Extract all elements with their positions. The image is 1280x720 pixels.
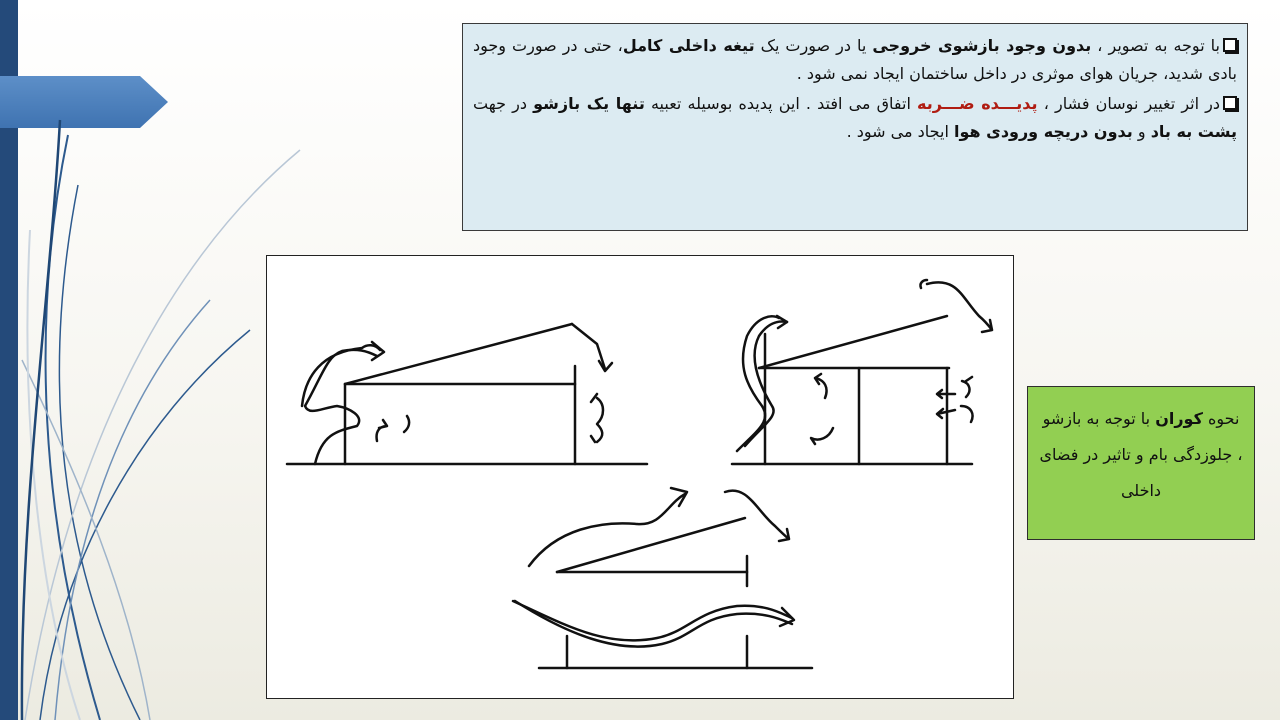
text-run: در جهت [473, 94, 534, 113]
text-run: یا در صورت یک [754, 36, 873, 55]
explanation-text-box [462, 23, 1248, 231]
bold-run: بدون دریچه ورودی هوا [953, 122, 1133, 141]
text-run: اتفاق می افتد . این پدیده بوسیله تعبیه [644, 94, 918, 113]
text-run: نحوه [1202, 409, 1240, 428]
text-run: ، حتی در صورت وجود بادی شدید، جریان هوای موثری در داخل ساختمان ایجاد نمی شود . [473, 36, 1237, 83]
paragraph-2 [473, 90, 1237, 146]
red-emphasis-run: پدیـــده ضـــربه [917, 94, 1038, 113]
checkbox-bullet-icon [1223, 38, 1237, 52]
bold-run: تیغه داخلی کامل [622, 36, 755, 55]
bold-run: پشت به باد [1150, 122, 1237, 141]
paragraph-1 [473, 32, 1237, 88]
text-run: و [1132, 122, 1151, 141]
text-run: در اثر تغییر نوسان فشار ، [1037, 94, 1221, 113]
text-run: با توجه به بازشو ، جلوزدگی بام و تاثیر در فضای داخلی [1039, 409, 1243, 500]
airflow-diagram [266, 255, 1014, 699]
bold-run: بدون وجود بازشوی خروجی [872, 36, 1092, 55]
airflow-sketches [267, 256, 1013, 698]
sketch-blocked-flow [287, 324, 647, 464]
text-run: با توجه به تصویر ، [1091, 36, 1221, 55]
sketch-overhang-flow [513, 488, 812, 668]
side-note-box [1027, 386, 1255, 540]
bold-run: تنها یک بازشو [533, 94, 645, 113]
sketch-partition-flow [732, 280, 992, 464]
bold-run: کوران [1155, 409, 1203, 428]
text-run: ایجاد می شود . [846, 122, 954, 141]
checkbox-bullet-icon [1223, 96, 1237, 110]
